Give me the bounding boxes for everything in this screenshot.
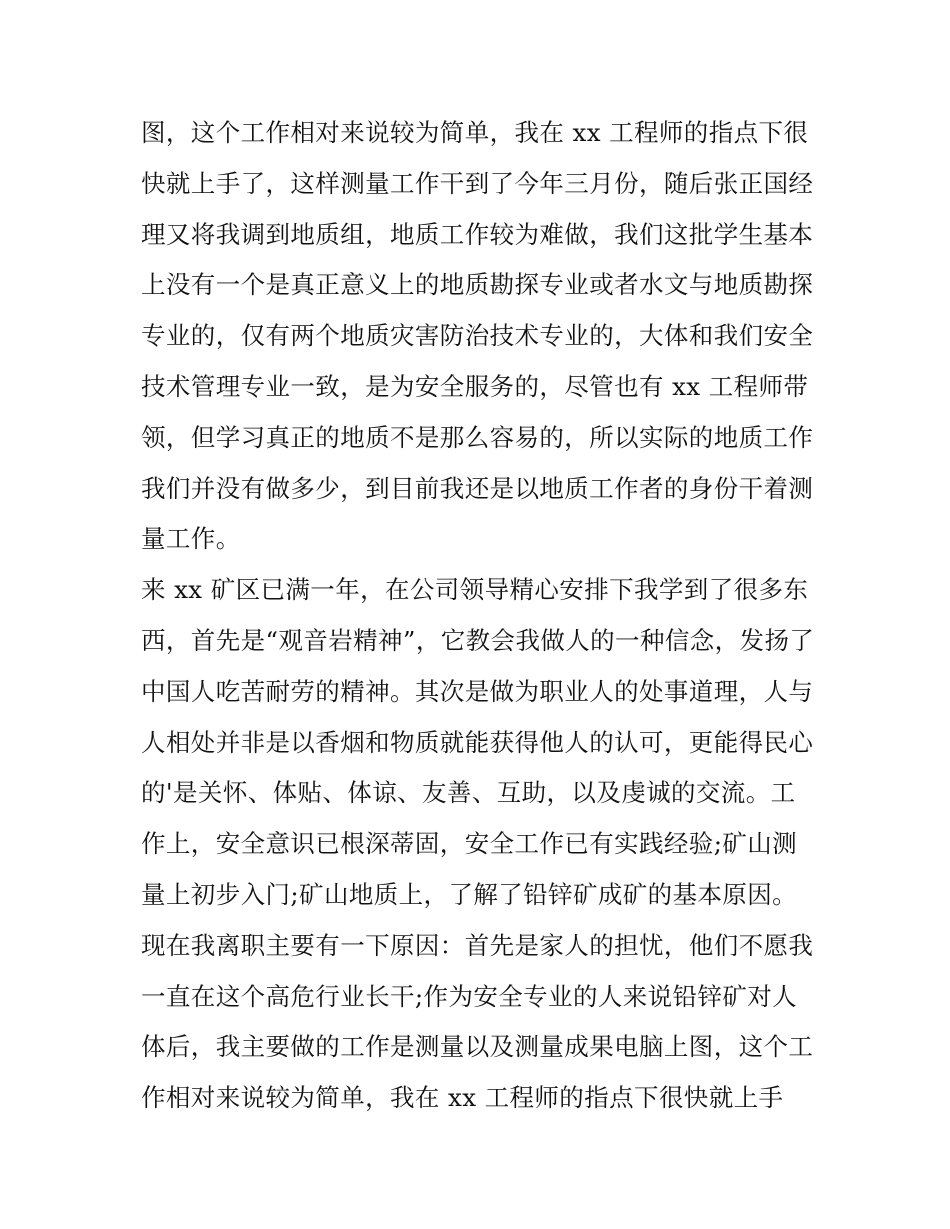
text-line: 人相处并非是以香烟和物质就能获得他人的认可，更能得民心 <box>141 727 814 757</box>
text-line: 领，但学习真正的地质不是那么容易的，所以实际的地质工作 <box>141 422 814 452</box>
text-line: 量工作。 <box>141 524 241 554</box>
text-line: 技术管理专业一致，是为安全服务的，尽管也有 xx 工程师带 <box>141 371 809 401</box>
text-line: 中国人吃苦耐劳的精神。其次是做为职业人的处事道理，人与 <box>141 676 814 706</box>
text-line: 西，首先是“观音岩精神”，它教会我做人的一种信念，发扬了 <box>141 625 815 655</box>
text-line: 理又将我调到地质组，地质工作较为难做，我们这批学生基本 <box>141 219 814 249</box>
text-line: 体后，我主要做的工作是测量以及测量成果电脑上图，这个工 <box>141 1032 814 1062</box>
text-line: 快就上手了，这样测量工作干到了今年三月份，随后张正国经 <box>141 168 814 198</box>
text-line: 作相对来说较为简单，我在 xx 工程师的指点下很快就上手 <box>141 1083 784 1113</box>
text-line: 专业的，仅有两个地质灾害防治技术专业的，大体和我们安全 <box>141 321 814 351</box>
text-line: 图，这个工作相对来说较为简单，我在 xx 工程师的指点下很 <box>141 118 809 147</box>
text-line: 量上初步入门;矿山地质上，了解了铅锌矿成矿的基本原因。 <box>141 879 798 909</box>
text-line: 一直在这个高危行业长干;作为安全专业的人来说铅锌矿对人 <box>141 981 798 1011</box>
text-line: 现在我离职主要有一下原因：首先是家人的担忧，他们不愿我 <box>141 930 814 960</box>
text-line: 作上，安全意识已根深蒂固，安全工作已有实践经验;矿山测 <box>141 829 798 859</box>
text-line: 来 xx 矿区已满一年，在公司领导精心安排下我学到了很多东 <box>141 575 809 605</box>
body-text <box>141 108 831 1124</box>
text-line: 上没有一个是真正意义上的地质勘探专业或者水文与地质勘探 <box>141 270 814 300</box>
text-line: 的'是关怀、体贴、体谅、友善、互助，以及虔诚的交流。工 <box>141 778 796 808</box>
text-line: 我们并没有做多少，到目前我还是以地质工作者的身份干着测 <box>141 473 814 503</box>
